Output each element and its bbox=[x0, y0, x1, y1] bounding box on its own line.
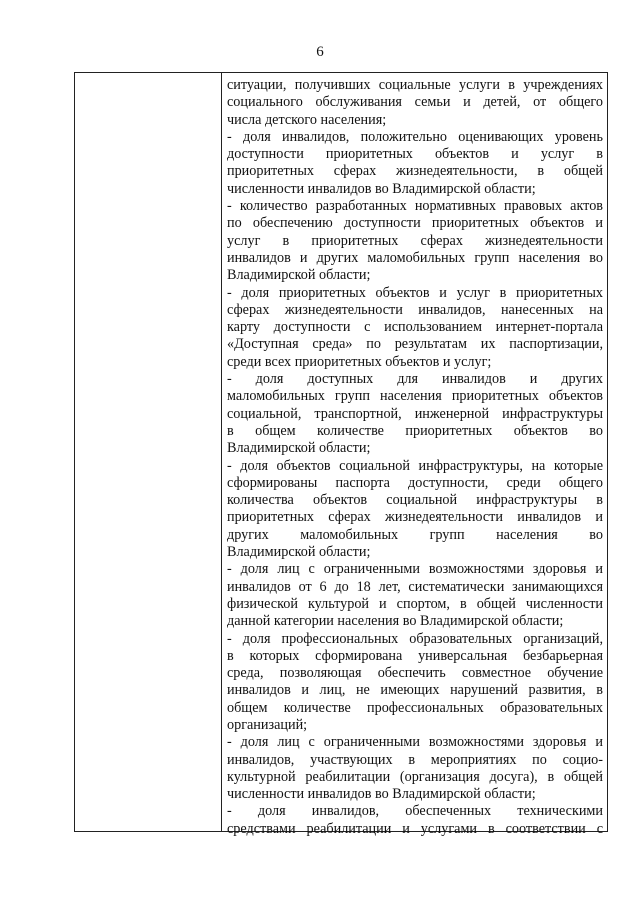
text-line: сформированы паспорта доступности, среди общего bbox=[227, 474, 603, 491]
text-line: инвалидов и других маломобильных групп населения во bbox=[227, 249, 603, 266]
text-line: других маломобильных групп населения во bbox=[227, 526, 603, 543]
table-left-cell bbox=[75, 73, 221, 831]
text-line: социального обслуживания семьи и детей, от общего bbox=[227, 94, 603, 111]
text-line: - доля инвалидов, положительно оценивающих уровень bbox=[227, 128, 603, 145]
text-line: инвалидов, участвующих в мероприятиях по социо- bbox=[227, 751, 603, 768]
text-line: культурной реабилитации (организация досуга), в общей bbox=[227, 768, 603, 785]
text-line: численности инвалидов во Владимирской области; bbox=[227, 786, 536, 803]
text-line: ситуации, получивших социальные услуги в учреждениях bbox=[227, 77, 603, 93]
text-line: - доля профессиональных образовательных организаций, bbox=[227, 630, 603, 647]
text-line: физической культурой и спортом, в общей численности bbox=[227, 595, 603, 612]
text-line: карту доступности с использованием интернет-портала bbox=[227, 319, 603, 336]
text-line: - доля лиц с ограниченными возможностями здоровья и bbox=[227, 734, 603, 751]
text-line: среди всех приоритетных объектов и услуг; bbox=[227, 353, 492, 370]
text-line: Владимирской области; bbox=[227, 440, 371, 457]
text-line: - доля приоритетных объектов и услуг в приоритетных bbox=[227, 284, 603, 301]
text-line: - доля объектов социальной инфраструктуры, на которые bbox=[227, 457, 603, 474]
text-line: - доля доступных для инвалидов и других bbox=[227, 371, 603, 388]
text-line: численности инвалидов во Владимирской области; bbox=[227, 180, 536, 197]
text-line: сферах жизнедеятельности инвалидов, нанесенных на bbox=[227, 301, 603, 318]
text-line: - количество разработанных нормативных правовых актов bbox=[227, 198, 603, 215]
text-line: социальной, транспортной, инженерной инфраструктуры bbox=[227, 405, 603, 422]
text-line: - доля инвалидов, обеспеченных техническими bbox=[227, 803, 603, 820]
text-line: маломобильных групп населения приоритетных объектов bbox=[227, 388, 603, 405]
text-line: общем количестве профессиональных образовательных bbox=[227, 699, 603, 716]
text-line: услуг в приоритетных сферах жизнедеятельности bbox=[227, 232, 603, 249]
text-line: организаций; bbox=[227, 716, 308, 733]
column-divider bbox=[221, 73, 222, 831]
text-line: количества объектов социальной инфраструктуры в bbox=[227, 492, 603, 509]
text-line: «Доступная среда» по результатам их паспортизации, bbox=[227, 336, 603, 353]
text-line: среда, позволяющая обеспечить совместное обучение bbox=[227, 665, 603, 682]
text-line: в которых сформирована универсальная безбарьерная bbox=[227, 647, 603, 664]
text-line: приоритетных сферах жизнедеятельности инвалидов и bbox=[227, 509, 603, 526]
text-line: Владимирской области; bbox=[227, 267, 371, 284]
text-line: доступности приоритетных объектов и услуг в bbox=[227, 146, 603, 163]
text-line: в общем количестве приоритетных объектов во bbox=[227, 422, 603, 439]
text-line: данной категории населения во Владимирской области; bbox=[227, 613, 564, 630]
text-line: средствами реабилитации и услугами в соответствии с bbox=[227, 820, 603, 837]
text-line: по обеспечению доступности приоритетных объектов и bbox=[227, 215, 603, 232]
text-line: инвалидов от 6 до 18 лет, систематически занимающихся bbox=[227, 578, 603, 595]
document-table bbox=[74, 72, 608, 837]
text-line: - доля лиц с ограниченными возможностями здоровья и bbox=[227, 561, 603, 578]
table-right-cell bbox=[227, 77, 603, 838]
text-line: числа детского населения; bbox=[227, 111, 387, 128]
text-line: приоритетных сферах жизнедеятельности, в общей bbox=[227, 163, 603, 180]
page-number: 6 bbox=[316, 44, 324, 60]
text-line: Владимирской области; bbox=[227, 544, 371, 561]
text-line: инвалидов и лиц, не имеющих нарушений развития, в bbox=[227, 682, 603, 699]
